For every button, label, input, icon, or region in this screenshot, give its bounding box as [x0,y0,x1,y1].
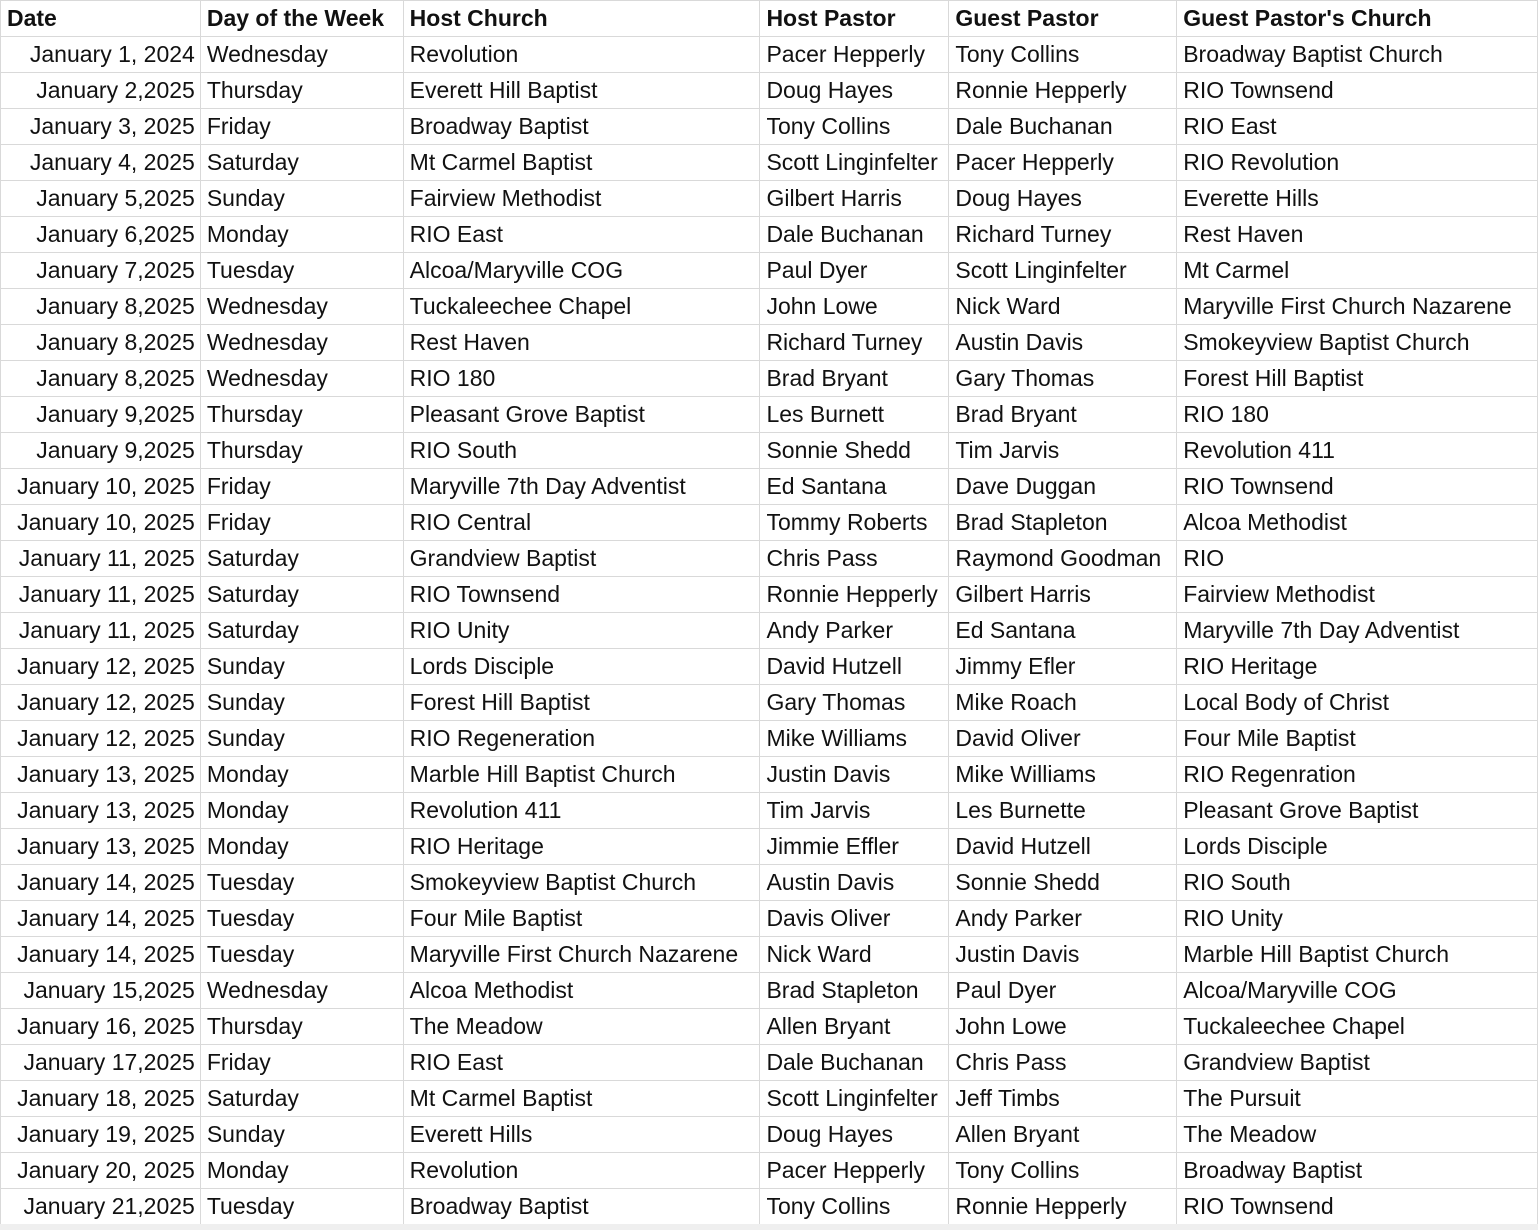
cell-guest-church[interactable]: Fairview Methodist [1177,577,1538,613]
cell-guest-pastor[interactable]: Raymond Goodman [949,541,1177,577]
cell-guest-pastor[interactable]: Ronnie Hepperly [949,73,1177,109]
cell-host-church[interactable]: Revolution [403,37,760,73]
cell-day[interactable]: Tuesday [200,901,403,937]
cell-host-church[interactable]: RIO Regeneration [403,721,760,757]
table-row [1,1009,1538,1045]
table-row [1,973,1538,1009]
cell-date[interactable]: January 7,2025 [1,253,201,289]
cell-guest-pastor[interactable]: Ronnie Hepperly [949,1189,1177,1225]
cell-host-church[interactable]: Rest Haven [403,325,760,361]
cell-date[interactable]: January 12, 2025 [1,685,201,721]
cell-host-church[interactable]: Four Mile Baptist [403,901,760,937]
cell-host-pastor[interactable]: Brad Stapleton [760,973,949,1009]
cell-day[interactable]: Sunday [200,721,403,757]
cell-guest-pastor[interactable]: Tony Collins [949,1153,1177,1189]
table-row [1,613,1538,649]
cell-guest-pastor[interactable]: Austin Davis [949,325,1177,361]
cell-guest-church[interactable]: RIO Unity [1177,901,1538,937]
cell-day[interactable]: Saturday [200,613,403,649]
cell-host-church[interactable]: Fairview Methodist [403,181,760,217]
cell-host-pastor[interactable]: Doug Hayes [760,73,949,109]
table-row [1,1081,1538,1117]
cell-host-church[interactable]: Alcoa Methodist [403,973,760,1009]
cell-host-pastor[interactable]: Allen Bryant [760,1009,949,1045]
cell-guest-pastor[interactable]: Jimmy Efler [949,649,1177,685]
cell-guest-pastor[interactable]: Allen Bryant [949,1117,1177,1153]
cell-host-church[interactable]: RIO Heritage [403,829,760,865]
cell-guest-church[interactable]: The Pursuit [1177,1081,1538,1117]
cell-host-church[interactable]: Smokeyview Baptist Church [403,865,760,901]
cell-host-church[interactable]: RIO Central [403,505,760,541]
cell-host-pastor[interactable]: Pacer Hepperly [760,37,949,73]
cell-host-pastor[interactable]: Gilbert Harris [760,181,949,217]
header-date[interactable]: Date [1,1,201,37]
cell-guest-pastor[interactable]: Tim Jarvis [949,433,1177,469]
cell-host-pastor[interactable]: Ed Santana [760,469,949,505]
cell-guest-pastor[interactable]: David Hutzell [949,829,1177,865]
cell-host-church[interactable]: Broadway Baptist [403,1189,760,1225]
cell-guest-church[interactable]: Marble Hill Baptist Church [1177,937,1538,973]
cell-day[interactable]: Saturday [200,145,403,181]
cell-host-pastor[interactable]: David Hutzell [760,649,949,685]
table-row [1,757,1538,793]
cell-day[interactable]: Saturday [200,577,403,613]
cell-day[interactable]: Monday [200,1153,403,1189]
table-row [1,541,1538,577]
cell-date[interactable]: January 10, 2025 [1,469,201,505]
cell-host-church[interactable]: Pleasant Grove Baptist [403,397,760,433]
cell-guest-pastor[interactable]: Doug Hayes [949,181,1177,217]
table-row [1,649,1538,685]
cell-date[interactable]: January 13, 2025 [1,793,201,829]
table-row [1,937,1538,973]
table-row [1,793,1538,829]
cell-guest-pastor[interactable]: Brad Bryant [949,397,1177,433]
cell-date[interactable]: January 1, 2024 [1,37,201,73]
table-row [1,865,1538,901]
cell-guest-church[interactable]: Alcoa Methodist [1177,505,1538,541]
table-row [1,73,1538,109]
cell-host-pastor[interactable]: Jimmie Effler [760,829,949,865]
cell-date[interactable]: January 6,2025 [1,217,201,253]
cell-guest-church[interactable]: Smokeyview Baptist Church [1177,325,1538,361]
cell-host-church[interactable]: RIO East [403,217,760,253]
cell-host-pastor[interactable]: Tony Collins [760,1189,949,1225]
cell-host-church[interactable]: RIO South [403,433,760,469]
table-row [1,577,1538,613]
cell-day[interactable]: Wednesday [200,361,403,397]
table-row [1,1189,1538,1225]
cell-day[interactable]: Monday [200,829,403,865]
cell-day[interactable]: Sunday [200,1117,403,1153]
table-row [1,361,1538,397]
header-host-church[interactable]: Host Church [403,1,760,37]
cell-day[interactable]: Thursday [200,1009,403,1045]
cell-guest-church[interactable]: RIO 180 [1177,397,1538,433]
header-host-pastor[interactable]: Host Pastor [760,1,949,37]
cell-date[interactable]: January 9,2025 [1,433,201,469]
cell-guest-pastor[interactable]: Gary Thomas [949,361,1177,397]
cell-day[interactable]: Thursday [200,73,403,109]
cell-day[interactable]: Wednesday [200,289,403,325]
cell-host-pastor[interactable]: Nick Ward [760,937,949,973]
cell-host-church[interactable]: Alcoa/Maryville COG [403,253,760,289]
cell-guest-pastor[interactable]: Les Burnette [949,793,1177,829]
cell-host-pastor[interactable]: Dale Buchanan [760,1045,949,1081]
cell-date[interactable]: January 11, 2025 [1,613,201,649]
cell-host-church[interactable]: RIO 180 [403,361,760,397]
cell-host-pastor[interactable]: John Lowe [760,289,949,325]
cell-host-church[interactable]: Forest Hill Baptist [403,685,760,721]
cell-host-pastor[interactable]: Davis Oliver [760,901,949,937]
cell-guest-pastor[interactable]: Chris Pass [949,1045,1177,1081]
cell-guest-pastor[interactable]: Justin Davis [949,937,1177,973]
cell-date[interactable]: January 17,2025 [1,1045,201,1081]
table-row [1,325,1538,361]
cell-date[interactable]: January 5,2025 [1,181,201,217]
cell-guest-pastor[interactable]: David Oliver [949,721,1177,757]
cell-date[interactable]: January 14, 2025 [1,937,201,973]
cell-host-pastor[interactable]: Les Burnett [760,397,949,433]
cell-day[interactable]: Thursday [200,397,403,433]
cell-guest-church[interactable]: Broadway Baptist Church [1177,37,1538,73]
cell-host-church[interactable]: RIO Townsend [403,577,760,613]
cell-guest-pastor[interactable]: Scott Linginfelter [949,253,1177,289]
cell-guest-pastor[interactable]: Sonnie Shedd [949,865,1177,901]
header-row [1,1,1538,37]
cell-day[interactable]: Friday [200,109,403,145]
cell-date[interactable]: January 12, 2025 [1,721,201,757]
cell-host-church[interactable]: Lords Disciple [403,649,760,685]
cell-host-pastor[interactable]: Chris Pass [760,541,949,577]
cell-host-church[interactable]: Everett Hill Baptist [403,73,760,109]
cell-day[interactable]: Saturday [200,1081,403,1117]
table-row [1,505,1538,541]
cell-day[interactable]: Monday [200,793,403,829]
cell-day[interactable]: Tuesday [200,253,403,289]
table-row [1,289,1538,325]
cell-host-church[interactable]: Maryville 7th Day Adventist [403,469,760,505]
cell-date[interactable]: January 8,2025 [1,325,201,361]
cell-guest-church[interactable]: RIO East [1177,109,1538,145]
header-guest-pastor-church[interactable]: Guest Pastor's Church [1177,1,1538,37]
cell-host-church[interactable]: Tuckaleechee Chapel [403,289,760,325]
table-row [1,253,1538,289]
cell-guest-pastor[interactable]: Mike Williams [949,757,1177,793]
cell-guest-church[interactable]: RIO [1177,541,1538,577]
cell-day[interactable]: Wednesday [200,325,403,361]
cell-guest-church[interactable]: Four Mile Baptist [1177,721,1538,757]
cell-host-church[interactable]: RIO East [403,1045,760,1081]
table-row [1,901,1538,937]
cell-guest-church[interactable]: The Meadow [1177,1117,1538,1153]
cell-day[interactable]: Sunday [200,685,403,721]
cell-guest-church[interactable]: Local Body of Christ [1177,685,1538,721]
cell-guest-pastor[interactable]: Jeff Timbs [949,1081,1177,1117]
cell-guest-church[interactable]: Mt Carmel [1177,253,1538,289]
cell-host-church[interactable]: Revolution 411 [403,793,760,829]
cell-host-pastor[interactable]: Tony Collins [760,109,949,145]
cell-host-pastor[interactable]: Dale Buchanan [760,217,949,253]
table-row [1,433,1538,469]
cell-guest-church[interactable]: Revolution 411 [1177,433,1538,469]
cell-day[interactable]: Wednesday [200,37,403,73]
table-row [1,469,1538,505]
cell-host-pastor[interactable]: Paul Dyer [760,253,949,289]
cell-host-pastor[interactable]: Tim Jarvis [760,793,949,829]
cell-date[interactable]: January 13, 2025 [1,829,201,865]
table-row [1,1117,1538,1153]
cell-host-church[interactable]: Mt Carmel Baptist [403,1081,760,1117]
cell-guest-pastor[interactable]: Andy Parker [949,901,1177,937]
cell-guest-church[interactable]: RIO Townsend [1177,73,1538,109]
cell-host-pastor[interactable]: Andy Parker [760,613,949,649]
cell-host-pastor[interactable]: Sonnie Shedd [760,433,949,469]
cell-host-church[interactable]: Revolution [403,1153,760,1189]
cell-host-pastor[interactable]: Richard Turney [760,325,949,361]
cell-day[interactable]: Saturday [200,541,403,577]
table-row [1,721,1538,757]
cell-guest-church[interactable]: Rest Haven [1177,217,1538,253]
sheet-bottom-edge [0,1224,1538,1230]
cell-guest-pastor[interactable]: Dave Duggan [949,469,1177,505]
cell-host-pastor[interactable]: Ronnie Hepperly [760,577,949,613]
cell-host-church[interactable]: Mt Carmel Baptist [403,145,760,181]
cell-date[interactable]: January 13, 2025 [1,757,201,793]
cell-guest-church[interactable]: RIO Regenration [1177,757,1538,793]
cell-day[interactable]: Sunday [200,649,403,685]
table-row [1,181,1538,217]
cell-date[interactable]: January 10, 2025 [1,505,201,541]
table-row [1,37,1538,73]
cell-guest-church[interactable]: RIO Townsend [1177,469,1538,505]
cell-guest-church[interactable]: RIO South [1177,865,1538,901]
cell-host-pastor[interactable]: Tommy Roberts [760,505,949,541]
cell-host-pastor[interactable]: Doug Hayes [760,1117,949,1153]
cell-date[interactable]: January 9,2025 [1,397,201,433]
cell-date[interactable]: January 4, 2025 [1,145,201,181]
cell-guest-church[interactable]: Alcoa/Maryville COG [1177,973,1538,1009]
cell-guest-church[interactable]: Lords Disciple [1177,829,1538,865]
cell-date[interactable]: January 19, 2025 [1,1117,201,1153]
cell-day[interactable]: Thursday [200,433,403,469]
cell-day[interactable]: Tuesday [200,865,403,901]
cell-host-pastor[interactable]: Scott Linginfelter [760,145,949,181]
cell-date[interactable]: January 14, 2025 [1,901,201,937]
cell-host-pastor[interactable]: Brad Bryant [760,361,949,397]
table-row [1,145,1538,181]
cell-guest-pastor[interactable]: John Lowe [949,1009,1177,1045]
cell-host-pastor[interactable]: Justin Davis [760,757,949,793]
cell-host-church[interactable]: Marble Hill Baptist Church [403,757,760,793]
cell-host-church[interactable]: Broadway Baptist [403,109,760,145]
table-row [1,685,1538,721]
cell-day[interactable]: Friday [200,1045,403,1081]
cell-host-pastor[interactable]: Austin Davis [760,865,949,901]
cell-guest-church[interactable]: Tuckaleechee Chapel [1177,1009,1538,1045]
cell-day[interactable]: Friday [200,505,403,541]
cell-date[interactable]: January 8,2025 [1,361,201,397]
cell-date[interactable]: January 11, 2025 [1,541,201,577]
table-body [1,37,1538,1225]
cell-guest-pastor[interactable]: Brad Stapleton [949,505,1177,541]
header-guest-pastor[interactable]: Guest Pastor [949,1,1177,37]
cell-guest-church[interactable]: RIO Townsend [1177,1189,1538,1225]
cell-guest-pastor[interactable]: Paul Dyer [949,973,1177,1009]
table-row [1,1153,1538,1189]
cell-guest-church[interactable]: Everette Hills [1177,181,1538,217]
cell-guest-pastor[interactable]: Dale Buchanan [949,109,1177,145]
table-row [1,829,1538,865]
cell-day[interactable]: Friday [200,469,403,505]
cell-day[interactable]: Sunday [200,181,403,217]
cell-date[interactable]: January 14, 2025 [1,865,201,901]
cell-host-church[interactable]: RIO Unity [403,613,760,649]
cell-guest-pastor[interactable]: Mike Roach [949,685,1177,721]
cell-host-church[interactable]: The Meadow [403,1009,760,1045]
cell-date[interactable]: January 18, 2025 [1,1081,201,1117]
cell-guest-church[interactable]: Maryville 7th Day Adventist [1177,613,1538,649]
cell-day[interactable]: Tuesday [200,937,403,973]
cell-host-church[interactable]: Maryville First Church Nazarene [403,937,760,973]
header-day-of-week[interactable]: Day of the Week [200,1,403,37]
table-row [1,1045,1538,1081]
cell-day[interactable]: Wednesday [200,973,403,1009]
cell-guest-pastor[interactable]: Gilbert Harris [949,577,1177,613]
cell-host-pastor[interactable]: Gary Thomas [760,685,949,721]
cell-guest-church[interactable]: Maryville First Church Nazarene [1177,289,1538,325]
cell-guest-church[interactable]: RIO Revolution [1177,145,1538,181]
cell-date[interactable]: January 16, 2025 [1,1009,201,1045]
cell-day[interactable]: Monday [200,217,403,253]
cell-host-pastor[interactable]: Scott Linginfelter [760,1081,949,1117]
cell-guest-pastor[interactable]: Tony Collins [949,37,1177,73]
table-row [1,217,1538,253]
table-row [1,109,1538,145]
cell-date[interactable]: January 12, 2025 [1,649,201,685]
cell-day[interactable]: Monday [200,757,403,793]
cell-guest-pastor[interactable]: Richard Turney [949,217,1177,253]
cell-guest-pastor[interactable]: Ed Santana [949,613,1177,649]
cell-guest-pastor[interactable]: Pacer Hepperly [949,145,1177,181]
cell-guest-church[interactable]: Forest Hill Baptist [1177,361,1538,397]
cell-host-church[interactable]: Grandview Baptist [403,541,760,577]
cell-host-church[interactable]: Everett Hills [403,1117,760,1153]
cell-guest-church[interactable]: Pleasant Grove Baptist [1177,793,1538,829]
cell-date[interactable]: January 15,2025 [1,973,201,1009]
table-row [1,397,1538,433]
cell-date[interactable]: January 20, 2025 [1,1153,201,1189]
cell-host-pastor[interactable]: Mike Williams [760,721,949,757]
cell-day[interactable]: Tuesday [200,1189,403,1225]
cell-date[interactable]: January 21,2025 [1,1189,201,1225]
cell-guest-pastor[interactable]: Nick Ward [949,289,1177,325]
cell-date[interactable]: January 11, 2025 [1,577,201,613]
cell-guest-church[interactable]: Broadway Baptist [1177,1153,1538,1189]
cell-guest-church[interactable]: Grandview Baptist [1177,1045,1538,1081]
cell-date[interactable]: January 2,2025 [1,73,201,109]
cell-date[interactable]: January 8,2025 [1,289,201,325]
cell-host-pastor[interactable]: Pacer Hepperly [760,1153,949,1189]
cell-date[interactable]: January 3, 2025 [1,109,201,145]
cell-guest-church[interactable]: RIO Heritage [1177,649,1538,685]
